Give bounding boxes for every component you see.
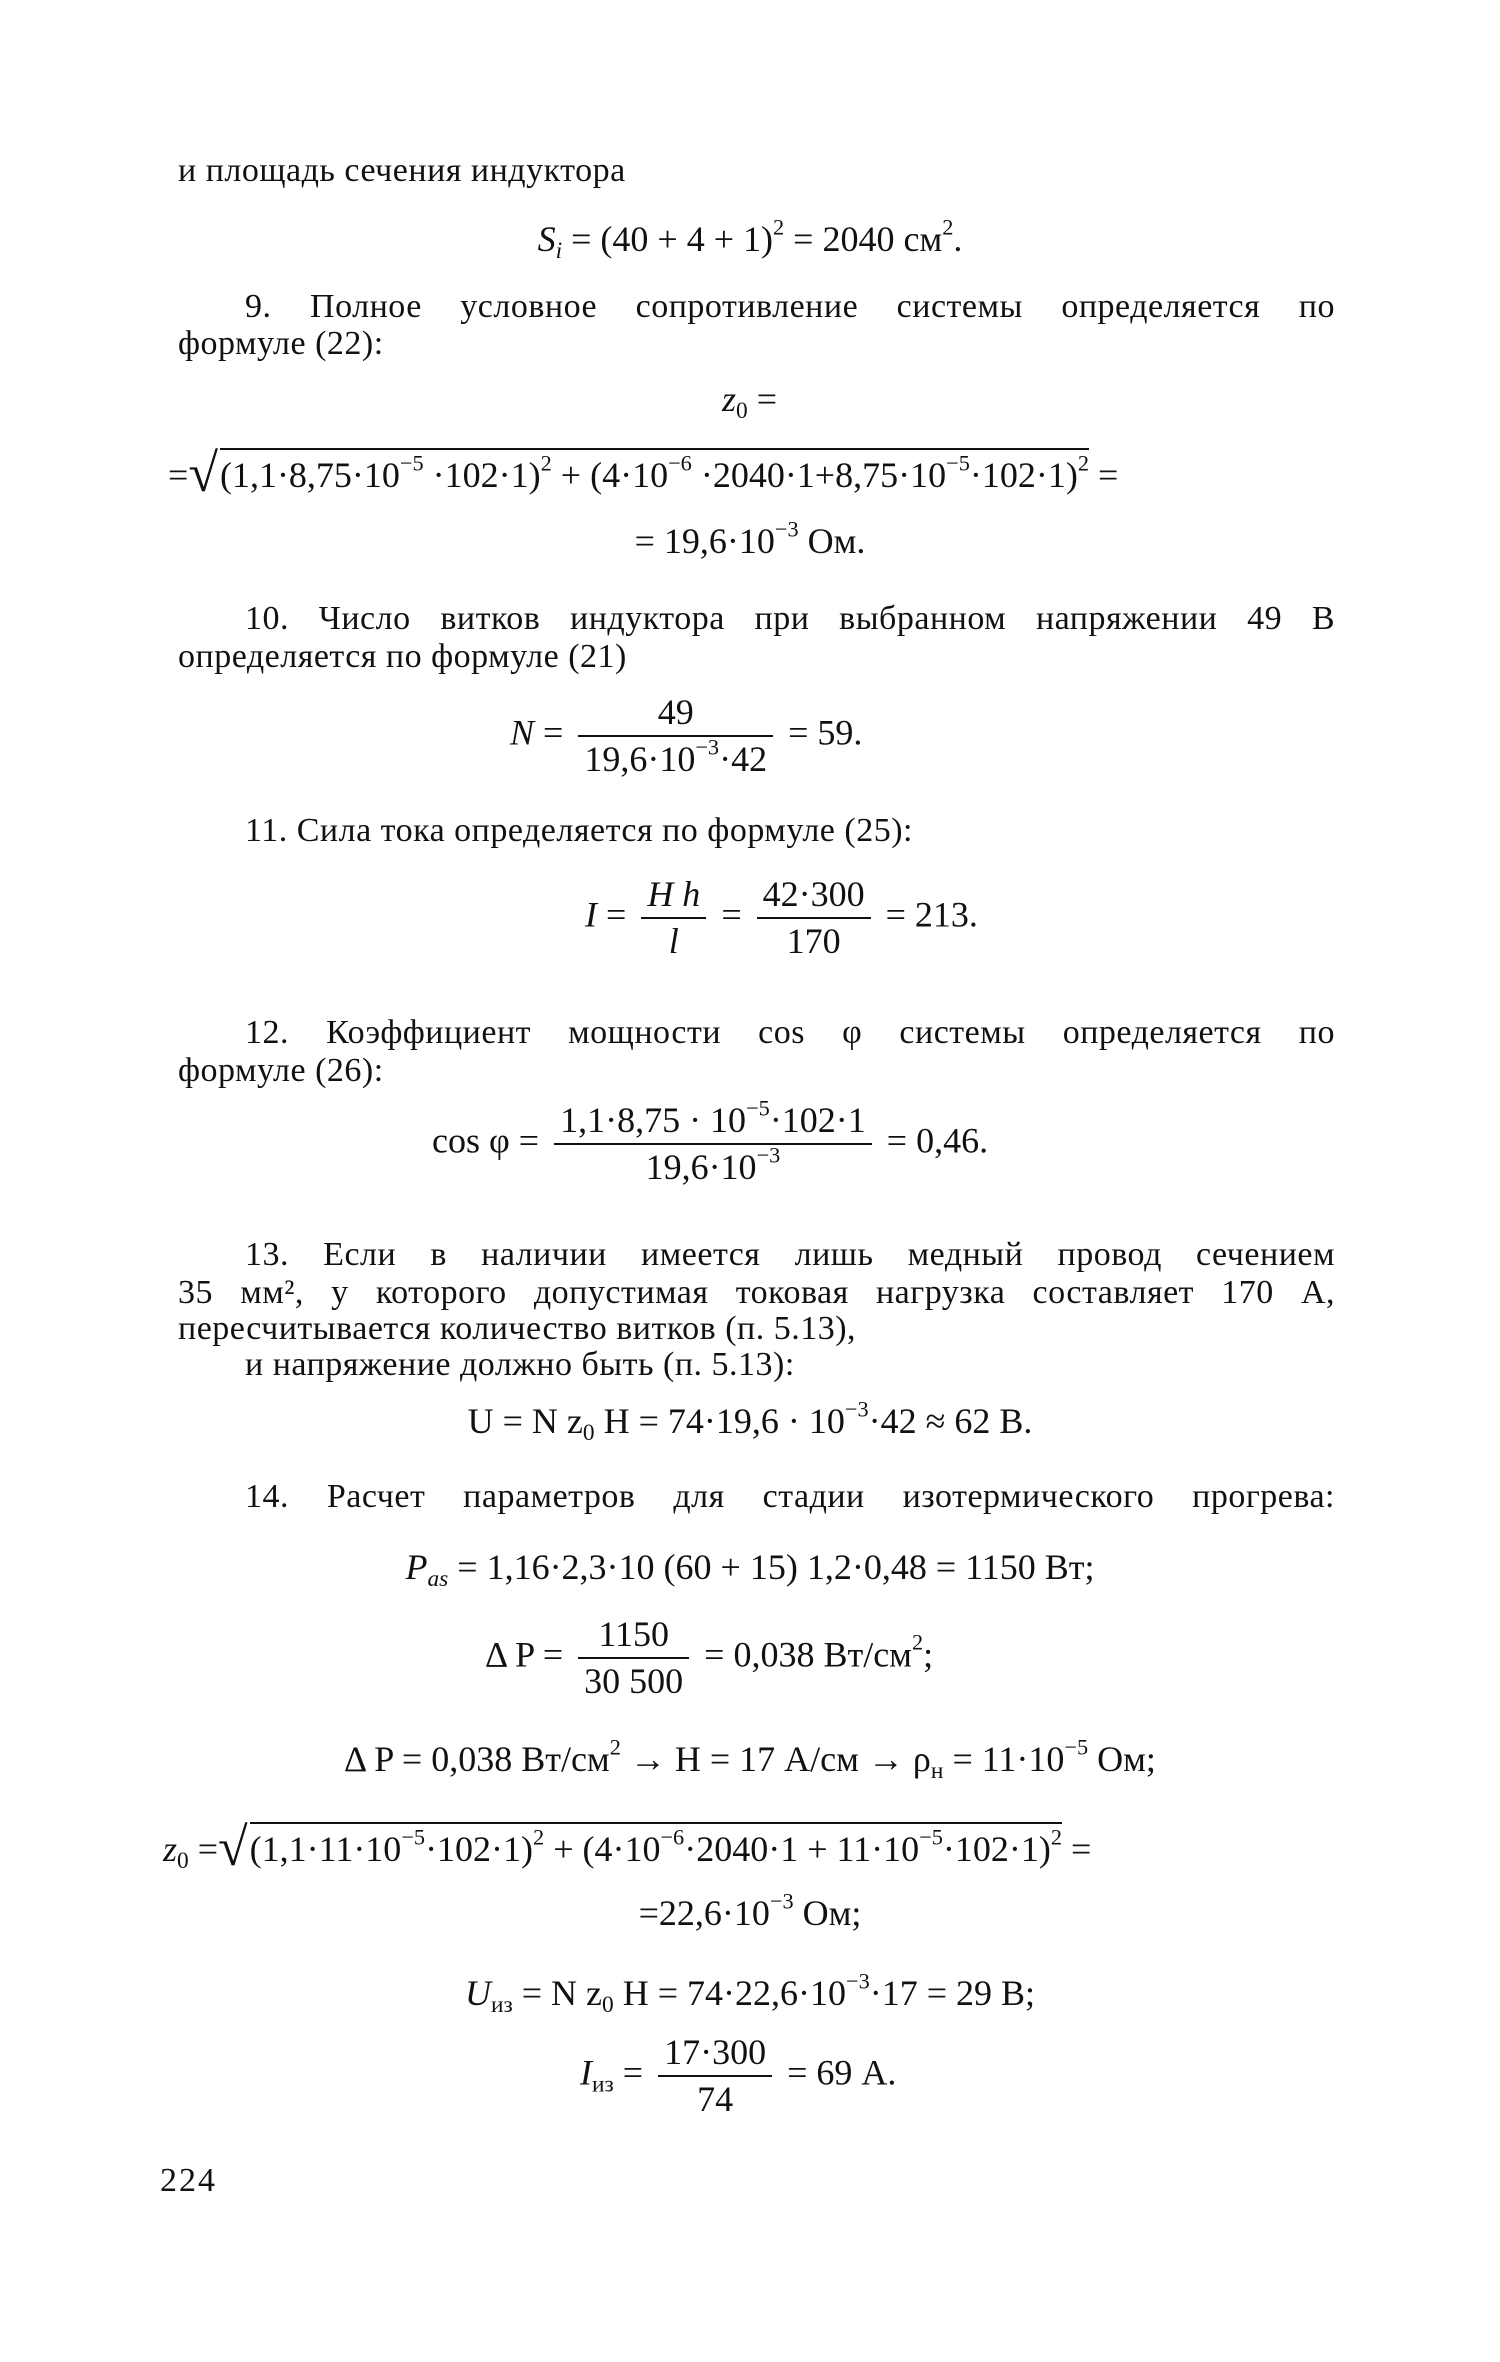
- equation-z0-radical: $=√(1,1\cdot 8,75\cdot 10^{-5} \cdot 102\cdot 1)^2 + (4\cdot 10^{-6} \cdot 2040\cdot 1+8,75\cdot 10^{-5}\cdot 102\cdot 1)^2$ =: [168, 443, 1119, 503]
- equation-N: N = $\frac{49}{19,6\cdot 10^{-3}\cdot 42}$ = 59.: [510, 692, 863, 779]
- paragraph-10-line-1: 10. Число витков индуктора при выбранном напряжении 49 В: [245, 600, 1335, 637]
- paragraph-10-line-2: определяется по формуле (21): [178, 638, 627, 675]
- paragraph-13-line-4: и напряжение должно быть (п. 5.13):: [245, 1346, 795, 1383]
- equation-U-iz: $U_{из} = N$ $z_0$ $H = 74\cdot 22,6\cdot 10^{-3}\cdot 17 = 29$ В;: [464, 1968, 1036, 2019]
- equation-z0-iso: $z_0 =√(1,1\cdot 11\cdot 10^{-5}\cdot 102\cdot 1)^2 + (4\cdot 10^{-6}\cdot 2040\cdot 1 + 11\cdot 10^{-5}\cdot 102\cdot 1)^2$ =: [163, 1817, 1092, 1877]
- page-number: 224: [160, 2162, 217, 2199]
- paragraph-12-line-2: формуле (26):: [178, 1052, 384, 1089]
- equation-z0-head: $z_0$ =: [722, 379, 778, 425]
- paragraph-14: 14. Расчет параметров для стадии изотермического прогрева:: [245, 1478, 1335, 1515]
- equation-cos-phi: cos φ = $\frac{1,1\cdot 8,75 \cdot 10^{-5}\cdot 102\cdot 1}{19,6\cdot 10^{-3}}$ = 0,46.: [432, 1095, 989, 1187]
- paragraph-11: 11. Сила тока определяется по формуле (25):: [245, 812, 913, 849]
- paragraph-13-line-3: пересчитывается количество витков (п. 5.13),: [178, 1310, 857, 1347]
- equation-delta-P-chain: Δ P = 0,038 $Вт/см^2 \to H = 17$ $А/см \to \rho_н = 11\cdot 10^{-5}$ Ом;: [344, 1734, 1156, 1785]
- equation-I: I = $\frac{\text{H h}}{l}$ = $\frac{42\cdot 300}{170}$ = 213.: [585, 874, 978, 961]
- equation-area: $S_i = (40 + 4 + 1)^2 = 2040$ $см^2$.: [537, 214, 963, 265]
- equation-I-iz: $I_{из}$ = $\frac{17\cdot 300}{74}$ = 69 А.: [580, 2032, 897, 2119]
- paragraph-13-line-2: 35 мм², у которого допустимая токовая нагрузка составляет 170 А,: [178, 1274, 1335, 1311]
- paragraph-9-line-1: 9. Полное условное сопротивление системы определяется по: [245, 288, 1335, 325]
- area-intro-text: и площадь сечения индуктора: [178, 152, 626, 189]
- equation-z0-iso-result: $=22,6\cdot 10^{-3}$ Ом;: [638, 1888, 862, 1933]
- paragraph-9-line-2: формуле (22):: [178, 325, 384, 362]
- equation-z0-result: = $19,6\cdot 10^{-3}$ Ом.: [634, 516, 866, 561]
- paragraph-13-line-1: 13. Если в наличии имеется лишь медный провод сечением: [245, 1236, 1335, 1273]
- equation-Pas: $P_{as} = 1,16\cdot 2,3\cdot 10$ (60 + 15) 1,2·0,48 = 1150 Вт;: [405, 1547, 1095, 1593]
- equation-delta-P: Δ P = $\frac{1150}{30 500}$ = 0,038 $Вт/см^2$;: [485, 1614, 934, 1701]
- paragraph-12-line-1: 12. Коэффициент мощности cos φ системы определяется по: [245, 1014, 1335, 1051]
- equation-U: U = N $z_0$ $H = 74\cdot 19,6 \cdot 10^{-3}\cdot 42 \approx 62$ В.: [467, 1396, 1033, 1447]
